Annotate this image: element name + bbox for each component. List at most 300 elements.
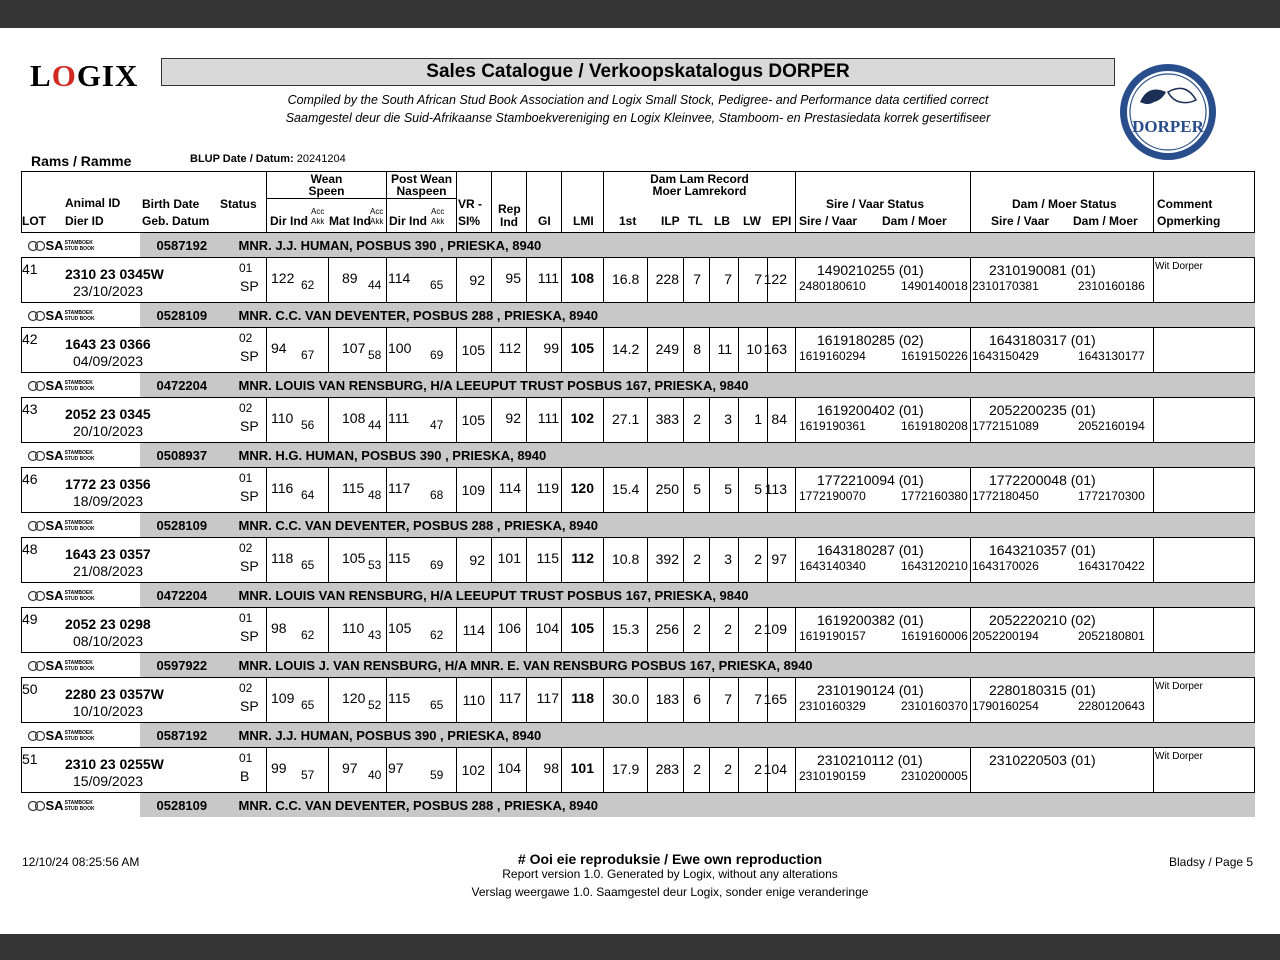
gi-value: 111 bbox=[537, 270, 559, 286]
animal-id: 2052 23 0345 bbox=[65, 406, 151, 422]
sire-dam: 1619150226 bbox=[901, 349, 968, 363]
sire-status: 1619180285 (02) bbox=[817, 332, 924, 348]
header-sire-status bbox=[796, 172, 971, 233]
dam-lw: 7 bbox=[754, 691, 762, 707]
wean-mat-ind: 105 bbox=[342, 550, 366, 566]
birth-date: 04/09/2023 bbox=[73, 353, 144, 369]
stud-book-stamp-icon: SASTAMBOEK STUD BOOK bbox=[28, 377, 95, 393]
breeder-name: MNR. LOUIS VAN RENSBURG, H/A LEEUPUT TRUST POSBUS 167, PRIESKA, 9840 bbox=[239, 373, 1255, 398]
post-wean-acc: 59 bbox=[430, 768, 444, 782]
hdr-wean: Wean bbox=[310, 172, 343, 186]
hdr-moer-lamrekord: Moer Lamrekord bbox=[652, 184, 747, 198]
breeder-name: MNR. J.J. HUMAN, POSBUS 390 , PRIESKA, 8940 bbox=[239, 723, 1255, 748]
dam-dam: 2052180801 bbox=[1078, 629, 1145, 643]
dam-epi: 113 bbox=[764, 481, 787, 497]
wean-dir-ind: 110 bbox=[271, 410, 294, 426]
vr-si: 92 bbox=[469, 552, 485, 568]
lot-number: 50 bbox=[22, 681, 38, 697]
wean-mat-ind: 120 bbox=[342, 690, 366, 706]
hdr-post-wean: Post Wean bbox=[390, 172, 453, 186]
lmi-value: 112 bbox=[571, 550, 594, 566]
status-type: SP bbox=[240, 628, 259, 644]
stud-book-stamp-icon: SASTAMBOEK STUD BOOK bbox=[28, 237, 95, 253]
lot-number: 41 bbox=[22, 261, 38, 277]
animal-row bbox=[22, 748, 1255, 793]
dam-first-lamb: 30.0 bbox=[612, 691, 640, 707]
sire-dam: 2310160370 bbox=[901, 699, 968, 713]
stud-book-stamp-icon: SASTAMBOEK STUD BOOK bbox=[28, 307, 95, 323]
hdr-1st: 1st bbox=[619, 214, 637, 228]
animal-id: 1643 23 0366 bbox=[65, 336, 151, 352]
hdr-wean-mat-acc: Acc Akk bbox=[370, 207, 384, 226]
stud-book-stamp-icon: SASTAMBOEK STUD BOOK bbox=[28, 727, 95, 743]
animal-row bbox=[22, 328, 1255, 373]
breeder-code: 0587192 bbox=[140, 233, 239, 258]
status-type: SP bbox=[240, 698, 259, 714]
breeder-row bbox=[22, 513, 1255, 538]
vr-si: 110 bbox=[462, 692, 485, 708]
hdr-geb-datum: Geb. Datum bbox=[142, 214, 210, 228]
gi-value: 104 bbox=[535, 620, 559, 636]
dam-epi: 109 bbox=[763, 621, 787, 637]
wean-mat-acc: 52 bbox=[368, 698, 382, 712]
wean-mat-ind: 97 bbox=[342, 760, 358, 776]
birth-date: 20/10/2023 bbox=[73, 423, 144, 439]
dam-sire: 2052200194 bbox=[972, 629, 1039, 643]
dam-sire: 1772151089 bbox=[972, 419, 1039, 433]
dam-tl: 5 bbox=[693, 481, 701, 497]
dam-ilp: 183 bbox=[655, 691, 679, 707]
breeder-name: MNR. LOUIS VAN RENSBURG, H/A LEEUPUT TRUST POSBUS 167, PRIESKA, 9840 bbox=[239, 583, 1255, 608]
dam-tl: 8 bbox=[693, 341, 701, 357]
hdr-post-acc: Acc Akk bbox=[431, 207, 445, 226]
hdr-dam-moer: Dam / Moer bbox=[882, 214, 947, 228]
gi-value: 115 bbox=[536, 550, 559, 566]
sire-dam: 1643120210 bbox=[901, 559, 968, 573]
wean-dir-acc: 67 bbox=[301, 348, 315, 362]
breeder-code: 0508937 bbox=[140, 443, 239, 468]
breeder-row bbox=[22, 793, 1255, 818]
breeder-name: MNR. H.G. HUMAN, POSBUS 390 , PRIESKA, 8940 bbox=[239, 443, 1255, 468]
hdr-dam-dam-moer: Dam / Moer bbox=[1073, 214, 1138, 228]
sire-status: 2310210112 (01) bbox=[817, 752, 923, 768]
footer-title: # Ooi eie reproduksie / Ewe own reproduction bbox=[517, 851, 823, 867]
stud-book-stamp-icon: SASTAMBOEK STUD BOOK bbox=[28, 447, 95, 463]
viewer-top-bar bbox=[0, 0, 1280, 28]
breeder-name: MNR. J.J. HUMAN, POSBUS 390 , PRIESKA, 8940 bbox=[239, 233, 1255, 258]
dam-lb: 2 bbox=[724, 621, 732, 637]
dam-dam: 2052160194 bbox=[1078, 419, 1145, 433]
dam-sire: 1772180450 bbox=[972, 489, 1039, 503]
hdr-lb: LB bbox=[714, 214, 730, 228]
rep-ind: 112 bbox=[498, 340, 521, 356]
gi-value: 119 bbox=[536, 480, 559, 496]
dam-ilp: 228 bbox=[655, 271, 679, 287]
dam-ilp: 256 bbox=[655, 621, 679, 637]
vr-si: 92 bbox=[469, 272, 485, 288]
status-code: 01 bbox=[239, 261, 253, 275]
rep-ind: 117 bbox=[498, 690, 521, 706]
sire-status: 1643180287 (01) bbox=[817, 542, 924, 558]
sire-sire: 1619190361 bbox=[799, 419, 866, 433]
hdr-sire-status: Sire / Vaar Status bbox=[826, 197, 925, 211]
hdr-lw: LW bbox=[743, 214, 761, 228]
breeder-code: 0528109 bbox=[140, 793, 239, 818]
sire-status: 1772210094 (01) bbox=[817, 472, 924, 488]
animal-row bbox=[22, 608, 1255, 653]
post-wean-dir-ind: 111 bbox=[388, 410, 410, 426]
birth-date: 21/08/2023 bbox=[73, 563, 144, 579]
hdr-epi: EPI bbox=[772, 214, 792, 228]
dam-lw: 2 bbox=[754, 621, 762, 637]
hdr-post-dir-ind: Dir Ind bbox=[389, 214, 427, 228]
wean-mat-acc: 44 bbox=[368, 278, 382, 292]
dam-lb: 11 bbox=[717, 341, 732, 357]
post-wean-dir-ind: 114 bbox=[388, 270, 411, 286]
rep-ind: 101 bbox=[497, 550, 521, 566]
hdr-lot: LOT bbox=[22, 214, 46, 228]
hdr-status: Status bbox=[220, 197, 257, 211]
hdr-birth-date: Birth Date bbox=[142, 197, 200, 211]
lot-number: 42 bbox=[22, 331, 38, 347]
vr-si: 105 bbox=[461, 342, 485, 358]
page-title: Sales Catalogue / Verkoopskatalogus DORPER bbox=[161, 58, 1115, 86]
status-type: B bbox=[240, 768, 250, 784]
wean-dir-acc: 56 bbox=[301, 418, 315, 432]
dam-status: 2310190081 (01) bbox=[989, 262, 1096, 278]
sire-dam: 1619160006 bbox=[901, 629, 968, 643]
sire-sire: 2480180610 bbox=[799, 279, 866, 293]
post-wean-acc: 69 bbox=[430, 348, 444, 362]
dam-first-lamb: 27.1 bbox=[612, 411, 640, 427]
breeder-name: MNR. C.C. VAN DEVENTER, POSBUS 288 , PRIESKA, 8940 bbox=[239, 303, 1255, 328]
dam-lw: 2 bbox=[754, 761, 762, 777]
dam-ilp: 383 bbox=[655, 411, 679, 427]
status-type: SP bbox=[240, 488, 259, 504]
animal-id: 2310 23 0255W bbox=[65, 756, 164, 772]
dam-lw: 1 bbox=[754, 411, 762, 427]
rep-ind: 92 bbox=[505, 410, 521, 426]
hdr-speen: Speen bbox=[308, 184, 345, 198]
sire-sire: 1772190070 bbox=[799, 489, 866, 503]
animal-row bbox=[22, 258, 1255, 303]
header-lmi: LMI bbox=[562, 172, 604, 233]
dam-lb: 3 bbox=[724, 551, 732, 567]
wean-dir-acc: 62 bbox=[301, 278, 315, 292]
dam-lb: 7 bbox=[724, 271, 732, 287]
wean-dir-acc: 62 bbox=[301, 628, 315, 642]
rep-ind: 104 bbox=[497, 760, 521, 776]
dam-sire: 1643150429 bbox=[972, 349, 1039, 363]
dam-tl: 7 bbox=[693, 271, 701, 287]
dam-dam: 1772170300 bbox=[1078, 489, 1145, 503]
rep-ind: 106 bbox=[497, 620, 521, 636]
breeder-row bbox=[22, 303, 1255, 328]
vr-si: 102 bbox=[461, 762, 485, 778]
post-wean-dir-ind: 117 bbox=[388, 480, 411, 496]
header-dam-lamb-record bbox=[604, 172, 796, 233]
sire-dam: 1619180208 bbox=[901, 419, 968, 433]
comment: Wit Dorper bbox=[1155, 261, 1203, 272]
animal-row bbox=[22, 398, 1255, 443]
lmi-value: 101 bbox=[570, 760, 594, 776]
birth-date: 23/10/2023 bbox=[73, 283, 144, 299]
dam-epi: 163 bbox=[763, 341, 787, 357]
gi-value: 99 bbox=[543, 340, 559, 356]
birth-date: 10/10/2023 bbox=[73, 703, 144, 719]
hdr-naspeen: Naspeen bbox=[396, 184, 447, 198]
dam-first-lamb: 17.9 bbox=[612, 761, 640, 777]
footer-timestamp: 12/10/24 08:25:56 AM bbox=[22, 855, 140, 869]
breeder-name: MNR. C.C. VAN DEVENTER, POSBUS 288 , PRIESKA, 8940 bbox=[239, 513, 1255, 538]
birth-date: 08/10/2023 bbox=[73, 633, 144, 649]
vr-si: 109 bbox=[461, 482, 485, 498]
sire-sire: 1643140340 bbox=[799, 559, 866, 573]
footer-page-number: Bladsy / Page 5 bbox=[1169, 855, 1254, 869]
wean-mat-ind: 108 bbox=[342, 410, 366, 426]
sire-sire: 1619160294 bbox=[799, 349, 866, 363]
dam-epi: 122 bbox=[763, 271, 787, 287]
lot-number: 46 bbox=[22, 471, 38, 487]
dam-tl: 2 bbox=[693, 411, 701, 427]
breeder-code: 0472204 bbox=[140, 373, 239, 398]
breeder-code: 0528109 bbox=[140, 303, 239, 328]
rep-ind: 114 bbox=[498, 480, 521, 496]
hdr-animal-id: Animal ID bbox=[65, 196, 121, 210]
dam-tl: 6 bbox=[693, 691, 701, 707]
wean-dir-ind: 109 bbox=[271, 690, 295, 706]
status-type: SP bbox=[240, 348, 259, 364]
wean-dir-acc: 57 bbox=[301, 768, 315, 782]
seal-text: DORPER bbox=[1132, 117, 1204, 136]
hdr-dam-lam-record: Dam Lam Record bbox=[650, 172, 749, 186]
sire-status: 1619200382 (01) bbox=[817, 612, 924, 628]
hdr-opmerking: Opmerking bbox=[1157, 214, 1221, 228]
breeder-code: 0597922 bbox=[140, 653, 239, 678]
stud-book-stamp-icon: SASTAMBOEK STUD BOOK bbox=[28, 797, 95, 813]
dam-sire: 1643170026 bbox=[972, 559, 1039, 573]
animal-row bbox=[22, 468, 1255, 513]
status-type: SP bbox=[240, 558, 259, 574]
wean-dir-ind: 99 bbox=[271, 760, 287, 776]
lot-number: 51 bbox=[22, 751, 38, 767]
hdr-wean-mat-ind: Mat Ind bbox=[329, 214, 371, 228]
post-wean-dir-ind: 115 bbox=[388, 550, 411, 566]
blup-date: BLUP Date / Datum: 20241204 bbox=[190, 153, 346, 165]
sire-dam: 1772160380 bbox=[901, 489, 968, 503]
lmi-value: 105 bbox=[570, 620, 594, 636]
sire-status: 1490210255 (01) bbox=[817, 262, 924, 278]
post-wean-acc: 65 bbox=[430, 698, 444, 712]
dam-lw: 7 bbox=[754, 271, 762, 287]
dam-lb: 2 bbox=[724, 761, 732, 777]
lmi-value: 118 bbox=[571, 690, 594, 706]
post-wean-dir-ind: 105 bbox=[388, 620, 412, 636]
post-wean-acc: 62 bbox=[430, 628, 444, 642]
status-code: 02 bbox=[239, 401, 253, 415]
header-rep: Rep Ind bbox=[492, 172, 527, 233]
dam-tl: 2 bbox=[693, 551, 701, 567]
header-comment bbox=[1154, 172, 1255, 233]
breeder-row bbox=[22, 653, 1255, 678]
breeder-code: 0587192 bbox=[140, 723, 239, 748]
wean-dir-ind: 122 bbox=[271, 270, 295, 286]
lmi-value: 108 bbox=[570, 270, 594, 286]
rep-ind: 95 bbox=[505, 270, 521, 286]
dam-lb: 7 bbox=[724, 691, 732, 707]
dam-ilp: 283 bbox=[655, 761, 679, 777]
gi-value: 117 bbox=[536, 690, 559, 706]
post-wean-acc: 69 bbox=[430, 558, 444, 572]
breeder-row bbox=[22, 583, 1255, 608]
sales-catalogue-table bbox=[21, 171, 1255, 817]
vr-si: 114 bbox=[462, 622, 485, 638]
dam-sire: 1790160254 bbox=[972, 699, 1039, 713]
dam-epi: 97 bbox=[771, 551, 787, 567]
dam-status: 2052220210 (02) bbox=[989, 612, 1096, 628]
lot-number: 43 bbox=[22, 401, 38, 417]
lmi-value: 105 bbox=[570, 340, 594, 356]
stud-book-stamp-icon: SASTAMBOEK STUD BOOK bbox=[28, 587, 95, 603]
dam-epi: 165 bbox=[763, 691, 787, 707]
dam-sire: 2310170381 bbox=[972, 279, 1039, 293]
post-wean-acc: 47 bbox=[430, 418, 444, 432]
wean-mat-acc: 58 bbox=[368, 348, 382, 362]
lot-number: 49 bbox=[22, 611, 38, 627]
wean-mat-ind: 107 bbox=[342, 340, 366, 356]
section-title: Rams / Ramme bbox=[31, 153, 132, 169]
dam-tl: 2 bbox=[693, 761, 701, 777]
wean-dir-acc: 65 bbox=[301, 698, 315, 712]
dam-lb: 3 bbox=[724, 411, 732, 427]
dam-status: 2310220503 (01) bbox=[989, 752, 1096, 768]
wean-mat-acc: 40 bbox=[368, 768, 382, 782]
stud-book-stamp-icon: SASTAMBOEK STUD BOOK bbox=[28, 517, 95, 533]
breeder-code: 0528109 bbox=[140, 513, 239, 538]
status-type: SP bbox=[240, 418, 259, 434]
hdr-dam-sire-vaar: Sire / Vaar bbox=[991, 214, 1050, 228]
lmi-value: 120 bbox=[570, 480, 594, 496]
sire-dam: 1490140018 bbox=[901, 279, 968, 293]
stud-book-stamp-icon: SASTAMBOEK STUD BOOK bbox=[28, 657, 95, 673]
wean-mat-acc: 43 bbox=[368, 628, 382, 642]
header-wean bbox=[267, 172, 387, 233]
hdr-dier-id: Dier ID bbox=[65, 214, 104, 228]
viewer-bottom-bar bbox=[0, 934, 1280, 960]
dam-tl: 2 bbox=[693, 621, 701, 637]
sire-status: 2310190124 (01) bbox=[817, 682, 924, 698]
status-code: 01 bbox=[239, 751, 253, 765]
hdr-ilp: ILP bbox=[661, 214, 680, 228]
dam-first-lamb: 14.2 bbox=[612, 341, 640, 357]
breeder-row bbox=[22, 233, 1255, 258]
footer-report-version-en: Report version 1.0. Generated by Logix, without any alterations bbox=[502, 867, 838, 881]
status-code: 02 bbox=[239, 541, 253, 555]
animal-id: 1643 23 0357 bbox=[65, 546, 151, 562]
wean-mat-acc: 53 bbox=[368, 558, 382, 572]
post-wean-acc: 68 bbox=[430, 488, 444, 502]
header-id-group bbox=[22, 172, 267, 233]
dam-ilp: 249 bbox=[655, 341, 679, 357]
dam-first-lamb: 16.8 bbox=[612, 271, 640, 287]
dam-lw: 10 bbox=[746, 341, 762, 357]
wean-dir-acc: 64 bbox=[301, 488, 315, 502]
subtitle-afrikaans: Saamgestel deur die Suid-Afrikaanse Stamboekvereniging en Logix Kleinvee, Stamboom- en Prestasiedata korrek gesertifiseer bbox=[285, 111, 991, 125]
wean-dir-acc: 65 bbox=[301, 558, 315, 572]
animal-id: 2280 23 0357W bbox=[65, 686, 164, 702]
wean-mat-ind: 110 bbox=[342, 620, 365, 636]
animal-id: 1772 23 0356 bbox=[65, 476, 151, 492]
hdr-tl: TL bbox=[688, 214, 703, 228]
sire-dam: 2310200005 bbox=[901, 769, 968, 783]
sire-sire: 2310190159 bbox=[799, 769, 866, 783]
lot-number: 48 bbox=[22, 541, 38, 557]
dam-first-lamb: 10.8 bbox=[612, 551, 640, 567]
table-header bbox=[22, 172, 1255, 233]
status-code: 01 bbox=[239, 611, 253, 625]
hdr-dam-status: Dam / Moer Status bbox=[1012, 197, 1117, 211]
dam-status: 1643180317 (01) bbox=[989, 332, 1096, 348]
dam-dam: 2280120643 bbox=[1078, 699, 1145, 713]
dam-first-lamb: 15.4 bbox=[612, 481, 640, 497]
dam-dam: 1643170422 bbox=[1078, 559, 1145, 573]
dam-lw: 2 bbox=[754, 551, 762, 567]
dam-dam: 1643130177 bbox=[1078, 349, 1145, 363]
hdr-comment: Comment bbox=[1157, 197, 1213, 211]
subtitle-english: Compiled by the South African Stud Book Association and Logix Small Stock, Pedigree- and Performance data certified correct bbox=[287, 93, 989, 107]
dam-ilp: 250 bbox=[655, 481, 679, 497]
dam-status: 1643210357 (01) bbox=[989, 542, 1096, 558]
vr-si: 105 bbox=[461, 412, 485, 428]
wean-mat-acc: 44 bbox=[368, 418, 382, 432]
wean-dir-ind: 118 bbox=[271, 550, 294, 566]
dam-status: 2052200235 (01) bbox=[989, 402, 1096, 418]
sire-status: 1619200402 (01) bbox=[817, 402, 924, 418]
sire-sire: 1619190157 bbox=[799, 629, 866, 643]
dorper-seal-icon bbox=[1118, 62, 1218, 162]
gi-value: 98 bbox=[543, 760, 559, 776]
comment: Wit Dorper bbox=[1155, 681, 1203, 692]
hdr-wean-dir-ind: Dir Ind bbox=[270, 214, 308, 228]
breeder-code: 0472204 bbox=[140, 583, 239, 608]
footer-report-version-af: Verslag weergawe 1.0. Saamgestel deur Logix, sonder enige veranderinge bbox=[471, 885, 869, 899]
lmi-value: 102 bbox=[570, 410, 594, 426]
animal-row bbox=[22, 678, 1255, 723]
dam-status: 2280180315 (01) bbox=[989, 682, 1096, 698]
breeder-row bbox=[22, 723, 1255, 748]
animal-row bbox=[22, 538, 1255, 583]
wean-dir-ind: 116 bbox=[271, 480, 294, 496]
header-gi: GI bbox=[527, 172, 562, 233]
breeder-row bbox=[22, 373, 1255, 398]
status-code: 01 bbox=[239, 471, 253, 485]
post-wean-acc: 65 bbox=[430, 278, 444, 292]
animal-id: 2052 23 0298 bbox=[65, 616, 151, 632]
hdr-sire-vaar: Sire / Vaar bbox=[799, 214, 858, 228]
wean-mat-ind: 115 bbox=[342, 480, 365, 496]
wean-mat-ind: 89 bbox=[342, 270, 358, 286]
breeder-row bbox=[22, 443, 1255, 468]
header-vr: VR - SI% bbox=[457, 172, 492, 233]
post-wean-dir-ind: 115 bbox=[388, 690, 411, 706]
post-wean-dir-ind: 97 bbox=[388, 760, 404, 776]
dam-dam: 2310160186 bbox=[1078, 279, 1145, 293]
wean-dir-ind: 94 bbox=[271, 340, 287, 356]
hdr-wean-acc: Acc Akk bbox=[311, 207, 325, 226]
dam-epi: 84 bbox=[771, 411, 787, 427]
header-dam-status bbox=[971, 172, 1154, 233]
gi-value: 111 bbox=[537, 410, 559, 426]
